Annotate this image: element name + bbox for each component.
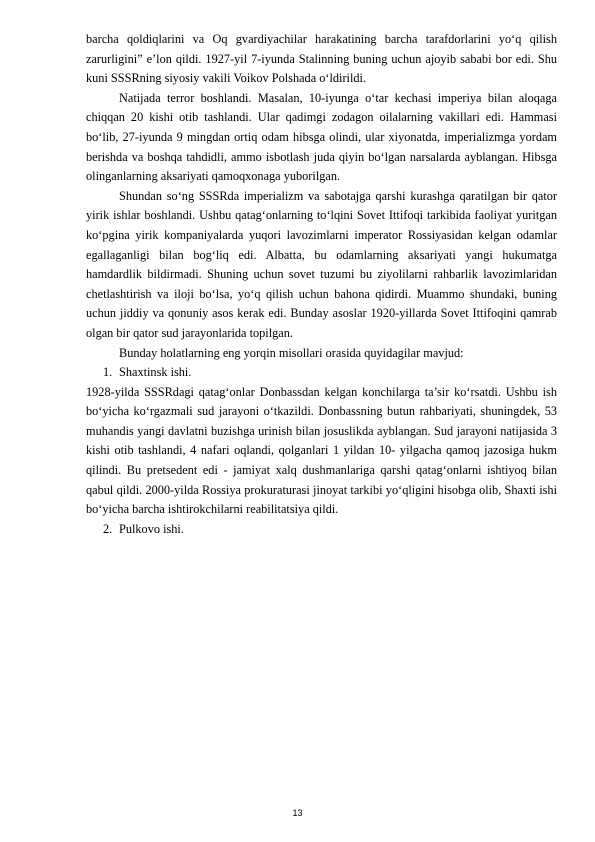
list-item-number: 1.	[103, 365, 113, 380]
document-body	[86, 30, 557, 539]
page-number: 13	[292, 808, 303, 818]
list-item-number: 2.	[103, 521, 113, 536]
list-item	[86, 363, 557, 383]
paragraph: Shundan soʻng SSSRda imperializm va sabotajga qarshi kurashga qaratilgan bir qator yirik ishlar boshlandi. Ushbu qatagʻonlarning toʻlqini Sovet Ittifoqi tarkibida faoliyat yuritgan koʻpgina yirik kompaniyalarda yuqori lavozimlarni imperator Rossiyasidan kelgan odamlar egallaganligi bilan bogʻliq edi. Albatta, bu odamlarning aksariyati yangi hukumatga hamdardlik bildirmadi. Shuning uchun sovet tuzumi bu ziyolilarni rahbarlik lavozimlaridan chetlashtirish va iloji boʻlsa, yoʻq qilish uchun bahona qidirdi. Muammo shundaki, buning uchun jiddiy va qonuniy asos kerak edi. Bunday asoslar 1920-yillarda Sovet Ittifoqini qamrab olgan bir qator sud jarayonlarida topilgan.	[86, 188, 557, 340]
list-item-text: Shaxtinsk ishi.	[119, 365, 192, 380]
list-item	[86, 520, 557, 540]
paragraph: barcha qoldiqlarini va Oq gvardiyachilar harakatining barcha tarafdorlarini yoʻq qilish zarurligini” e’lon qildi. 1927-yil 7-iyunda Stalinning buning uchun ajoyib sababi bor edi. Shu kuni SSSRning siyosiy vakili Voikov Polshada oʻldirildi.	[86, 32, 557, 86]
paragraph: Natijada terror boshlandi. Masalan, 10-iyunga oʻtar kechasi imperiya bilan aloqaga chiqqan 20 kishi otib tashlandi. Ular qadimgi zodagon oilalarning vakillari edi. Hammasi boʻlib, 27-iyunda 9 mingdan ortiq odam hibsga olindi, ular xiyonatda, imperializmga yordam berishda va boshqa tahdidli, ammo isbotlash juda qiyin boʻlgan narsalarda ayblangan. Hibsga olinganlarning aksariyati qamoqxonaga yuborilgan.	[86, 90, 557, 184]
paragraph: 1928-yilda SSSRdagi qatagʻonlar Donbassdan kelgan konchilarga ta’sir koʻrsatdi. Ushbu ish boʻyicha koʻrgazmali sud jarayoni oʻtkazildi. Donbassning butun rahbariyati, shuningdek, 53 muhandis yangi davlatni buzishga urinish bilan josuslikda ayblangan. Sud jarayoni natijasida 3 kishi otib tashlandi, 4 nafari oqlandi, qolganlari 1 yildan 10- yilgacha qamoq jazosiga hukm qilindi. Bu pretsedent edi - jamiyat xalq dushmanlariga qarshi qatagʻonlarni ishtiyoq bilan qabul qildi. 2000-yilda Rossiya prokuraturasi jinoyat tarkibi yoʻqligini hisobga olib, Shaxti ishi boʻyicha barcha ishtirokchilarni reabilitatsiya qildi.	[86, 384, 557, 517]
list-item-text: Pulkovo ishi.	[119, 521, 184, 536]
paragraph: Bunday holatlarning eng yorqin misollari orasida quyidagilar mavjud:	[119, 345, 464, 360]
